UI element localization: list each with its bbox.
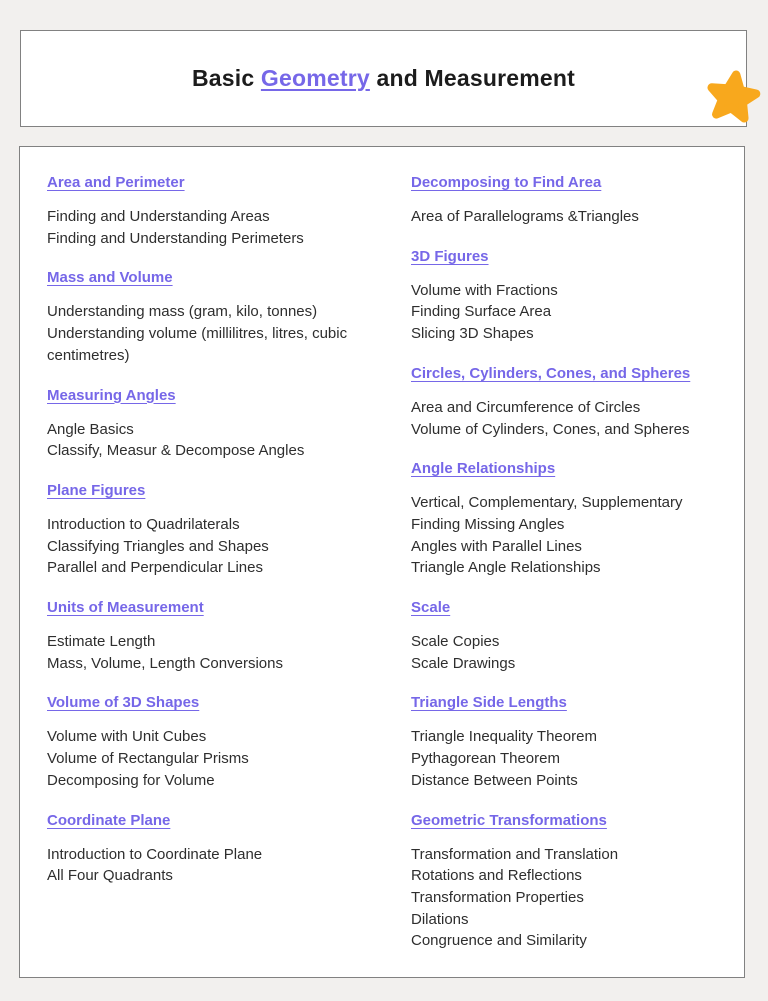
topic-item: Understanding volume (millilitres, litres, cubic centimetres) [47, 325, 348, 364]
topic-list [411, 492, 736, 579]
section-circles-cylinders-cones-and-spheres [411, 364, 736, 440]
topic-list [411, 280, 736, 345]
topic-list [411, 726, 736, 791]
topic-item: Area and Circumference of Circles [411, 398, 641, 416]
topic-list [411, 206, 736, 228]
section-link-circles-cylinders-cones-and-spheres[interactable]: Circles, Cylinders, Cones, and Spheres [411, 364, 691, 382]
topic-item: Congruence and Similarity [411, 932, 587, 950]
section-triangle-side-lengths [411, 693, 736, 791]
section-link-area-and-perimeter[interactable]: Area and Perimeter [47, 174, 185, 191]
section-link-decomposing-to-find-area[interactable]: Decomposing to Find Area [411, 174, 602, 191]
topic-list [47, 419, 411, 462]
section-link-coordinate-plane[interactable]: Coordinate Plane [47, 811, 171, 829]
page-title [192, 65, 575, 92]
section-angle-relationships [411, 459, 736, 579]
topic-item: Finding Missing Angles [411, 515, 565, 533]
section-geometric-transformations [411, 811, 736, 953]
section-link-mass-and-volume[interactable]: Mass and Volume [47, 269, 173, 287]
topic-item: Classify, Measur & Decompose Angles [47, 442, 305, 460]
section-link-measuring-angles[interactable]: Measuring Angles [47, 386, 176, 404]
topic-item: All Four Quadrants [47, 867, 173, 885]
section-link-angle-relationships[interactable]: Angle Relationships [411, 460, 556, 478]
section-coordinate-plane [47, 811, 411, 887]
topic-item: Vertical, Complementary, Supplementary [411, 494, 683, 512]
topic-list [47, 726, 411, 791]
topics-column-left [47, 173, 411, 977]
section-3d-figures [411, 247, 736, 345]
section-link-volume-of-3d-shapes[interactable]: Volume of 3D Shapes [47, 694, 200, 712]
topic-item: Volume of Rectangular Prisms [47, 750, 249, 768]
topic-item: Introduction to Coordinate Plane [47, 845, 263, 863]
topic-item: Volume with Unit Cubes [47, 728, 207, 746]
topic-item: Estimate Length [47, 633, 156, 651]
topic-list [47, 301, 411, 366]
topic-item: Slicing 3D Shapes [411, 325, 534, 343]
topic-item: Introduction to Quadrilaterals [47, 515, 240, 533]
section-link-plane-figures[interactable]: Plane Figures [47, 481, 146, 499]
section-volume-of-3d-shapes [47, 693, 411, 791]
header-card [20, 30, 747, 127]
section-link-units-of-measurement[interactable]: Units of Measurement [47, 599, 204, 617]
section-mass-and-volume [47, 268, 411, 366]
title-suffix: and Measurement [369, 65, 576, 91]
topic-item: Volume with Fractions [411, 281, 558, 299]
section-scale [411, 598, 736, 674]
section-decomposing-to-find-area [411, 173, 736, 228]
topic-item: Finding Surface Area [411, 303, 552, 321]
topic-item: Parallel and Perpendicular Lines [47, 559, 263, 577]
star-icon [697, 61, 768, 133]
geometry-link[interactable]: Geometry [260, 65, 370, 91]
section-measuring-angles [47, 386, 411, 462]
topic-list [47, 844, 411, 887]
topics-card [19, 146, 745, 978]
section-link-3d-figures[interactable]: 3D Figures [411, 247, 489, 265]
title-prefix: Basic [191, 65, 261, 91]
section-plane-figures [47, 481, 411, 579]
section-area-and-perimeter [47, 173, 411, 249]
topic-list [411, 631, 736, 674]
topic-item: Understanding mass (gram, kilo, tonnes) [47, 303, 318, 321]
topic-item: Volume of Cylinders, Cones, and Spheres [411, 420, 690, 438]
topic-item: Distance Between Points [411, 771, 578, 789]
topic-item: Rotations and Reflections [411, 867, 582, 885]
topic-item: Area of Parallelograms &Triangles [411, 208, 639, 225]
topic-item: Finding and Understanding Areas [47, 208, 270, 225]
topic-item: Classifying Triangles and Shapes [47, 537, 269, 555]
topic-item: Dilations [411, 910, 469, 928]
topic-item: Triangle Inequality Theorem [411, 728, 597, 746]
section-link-triangle-side-lengths[interactable]: Triangle Side Lengths [411, 694, 567, 712]
topic-item: Mass, Volume, Length Conversions [47, 654, 283, 672]
topic-list [47, 514, 411, 579]
topic-list [411, 844, 736, 953]
topic-item: Transformation and Translation [411, 845, 619, 863]
topic-item: Pythagorean Theorem [411, 750, 560, 768]
topic-item: Triangle Angle Relationships [411, 559, 601, 577]
topic-item: Finding and Understanding Perimeters [47, 229, 304, 247]
topic-list [47, 631, 411, 674]
topic-item: Transformation Properties [411, 888, 584, 906]
section-units-of-measurement [47, 598, 411, 674]
topic-item: Angle Basics [47, 420, 134, 438]
topics-column-right [411, 173, 736, 977]
section-link-scale[interactable]: Scale [411, 599, 451, 617]
section-link-geometric-transformations[interactable]: Geometric Transformations [411, 811, 607, 829]
topic-item: Angles with Parallel Lines [411, 537, 582, 555]
topic-item: Scale Drawings [411, 654, 516, 672]
topic-list [411, 397, 736, 440]
topic-item: Decomposing for Volume [47, 771, 215, 789]
topic-list [47, 206, 411, 249]
topic-item: Scale Copies [411, 633, 500, 651]
